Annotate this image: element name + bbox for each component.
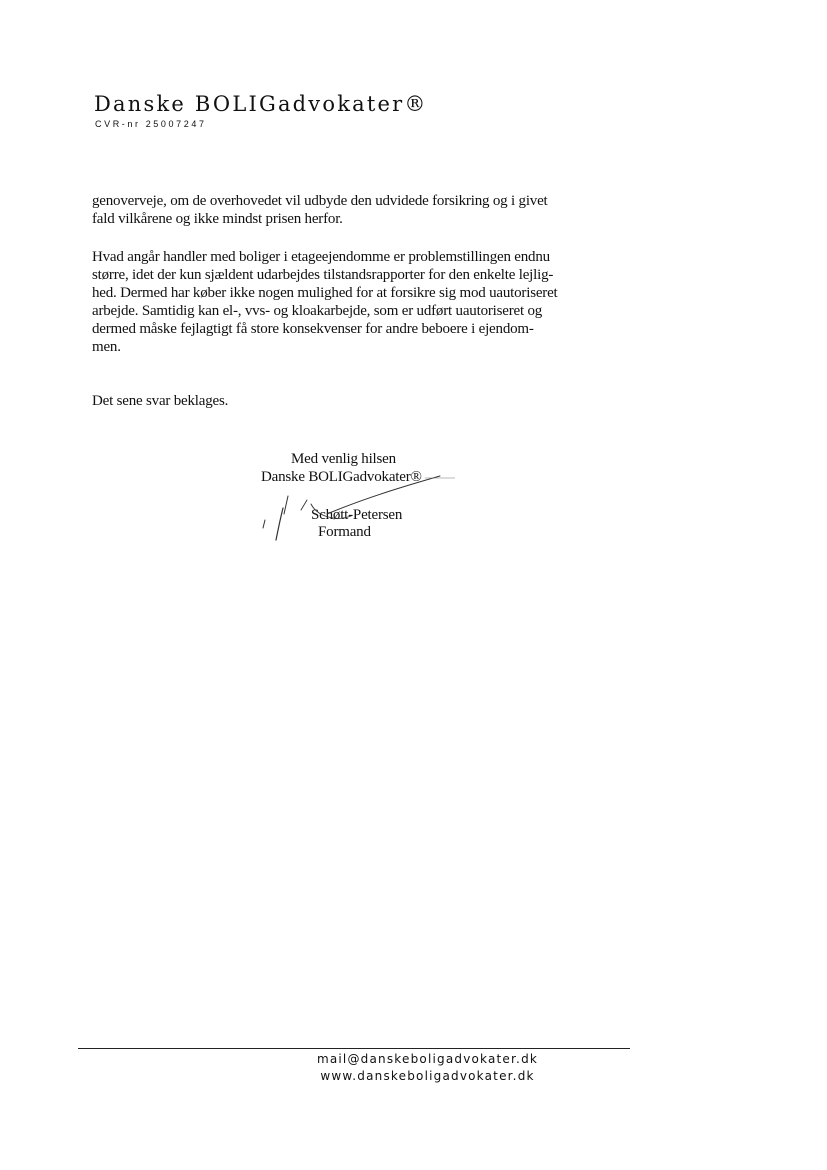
letterhead-cvr-number: CVR-nr 25007247	[95, 119, 207, 129]
signatory-name: Schøtt-Petersen	[311, 507, 403, 523]
text-line: større, idet der kun sjældent udarbejdes tilstandsrapporter for den enkelte lejlig-	[92, 267, 554, 283]
text-line: arbejde. Samtidig kan el-, vvs- og kloakarbejde, som er udført uautoriseret og	[92, 303, 543, 319]
footer-divider	[78, 1048, 630, 1049]
text-line: dermed måske fejlagtigt få store konsekvenser for andre beboere i ejendom-	[92, 321, 534, 337]
body-paragraph-3	[92, 392, 228, 410]
signatory-title: Formand	[318, 524, 371, 540]
closing-greeting: Med venlig hilsen	[291, 451, 396, 467]
body-paragraph-2	[92, 248, 558, 356]
text-line: hed. Dermed har køber ikke nogen mulighed for at forsikre sig mod uautoriseret	[92, 285, 558, 301]
handwritten-signature	[255, 470, 455, 550]
letterhead-company-name: Danske BOLIGadvokater®	[94, 92, 428, 116]
footer-email: mail@danskeboligadvokater.dk	[316, 1052, 539, 1066]
closing-company: Danske BOLIGadvokater®	[261, 469, 422, 485]
body-paragraph-1	[92, 192, 548, 228]
text-line: genoverveje, om de overhovedet vil udbyde den udvidede forsikring og i givet	[92, 193, 548, 209]
text-line: men.	[92, 339, 121, 355]
text-line: Hvad angår handler med boliger i etageejendomme er problemstillingen endnu	[92, 249, 550, 265]
footer-website: www.danskeboligadvokater.dk	[320, 1069, 535, 1083]
text-line: fald vilkårene og ikke mindst prisen herfor.	[92, 211, 343, 227]
text-line: Det sene svar beklages.	[92, 393, 229, 409]
